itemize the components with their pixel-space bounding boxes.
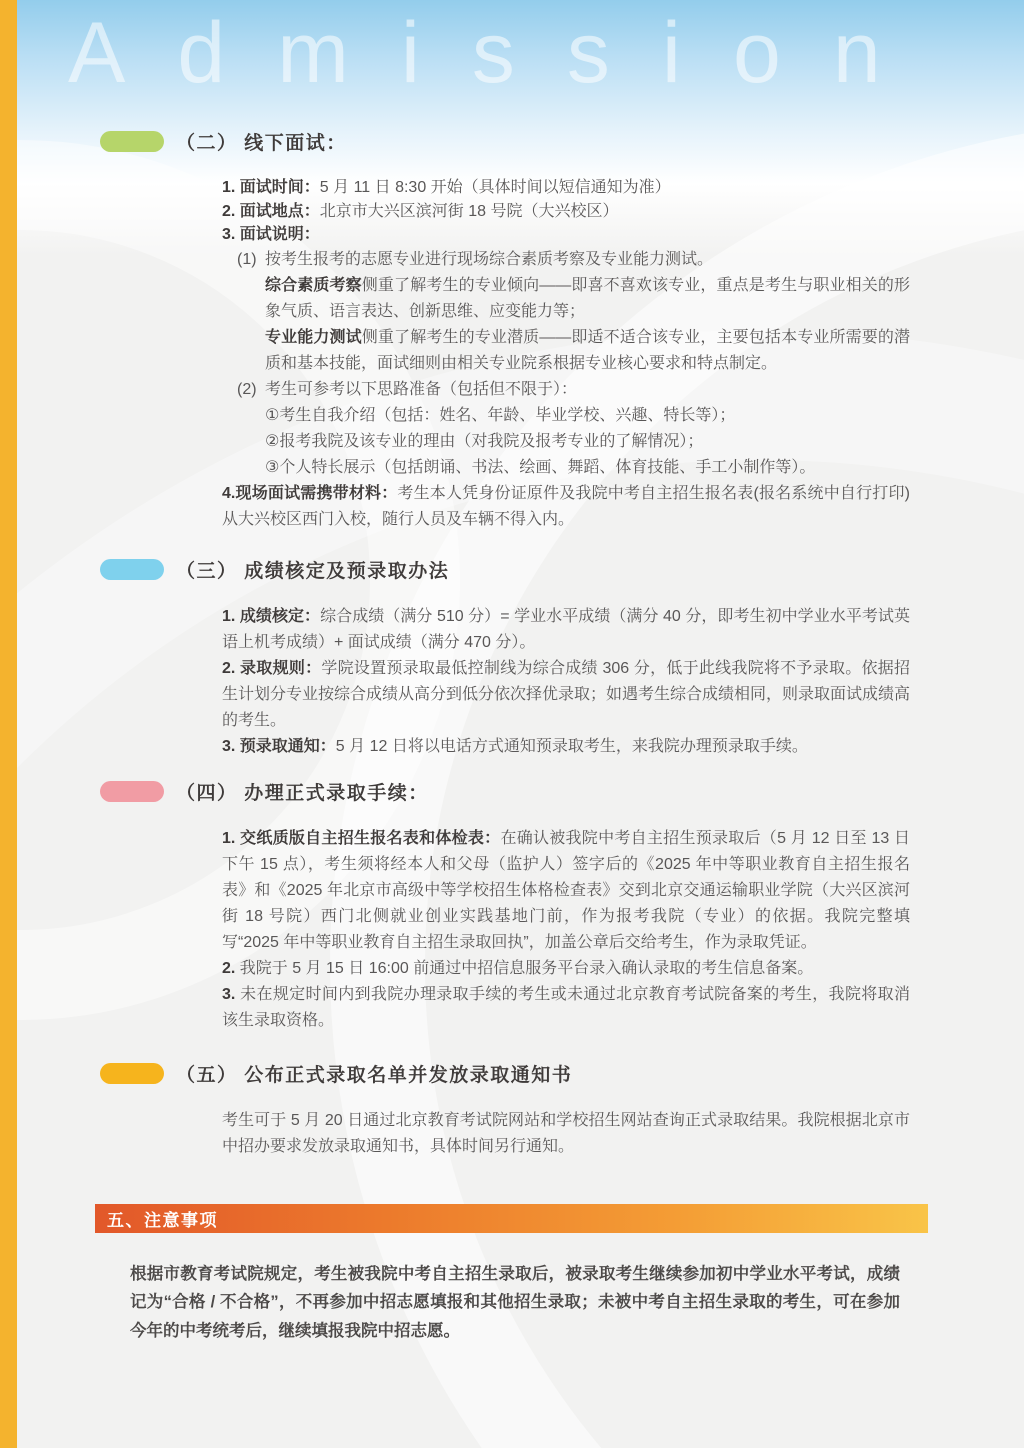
section-body — [222, 604, 910, 760]
interview-note-2: (2) 考生可参考以下思路准备（包括但不限于）： — [237, 380, 578, 398]
score-rule-item: 1. 成绩核定：综合成绩（满分 510 分）= 学业水平成绩（满分 40 分，即考生初中学业水平考试英语上机考成绩）+ 面试成绩（满分 470 分）。 — [222, 608, 910, 651]
section-offline-interview — [100, 128, 912, 533]
platform-record-item: 2. 我院于 5 月 15 日 16:00 前通过中招信息服务平台录入确认录取的考生信息备案。 — [222, 960, 814, 977]
left-accent-stripe — [0, 0, 17, 1448]
interview-place-item: 2. 面试地点：北京市大兴区滨河街 18 号院（大兴校区） — [222, 202, 619, 220]
section-pill-blue — [100, 559, 164, 580]
admission-rule-item: 2. 录取规则：学院设置预录取最低控制线为综合成绩 306 分，低于此线我院将不予录取。依据招生计划分专业按综合成绩从高分到低分依次择优录取；如遇考生综合成绩相同，则录取面试成绩高的考生。 — [222, 660, 911, 729]
disqualification-item: 3. 未在规定时间内到我院办理录取手续的考生或未通过北京教育考试院备案的考生，我院将取消该生录取资格。 — [222, 986, 910, 1029]
section-header — [100, 778, 912, 805]
interview-notes-item: 3. 面试说明： — [222, 226, 320, 243]
section-formal-admission — [100, 778, 912, 1034]
notice-banner — [95, 1204, 928, 1233]
interview-note-1: (1) 按考生报考的志愿专业进行现场综合素质考察及专业能力测试。 — [237, 250, 714, 268]
section-title: （四） 办理正式录取手续： — [176, 783, 429, 804]
section-header — [100, 128, 912, 155]
interview-time-item: 1. 面试时间：5 月 11 日 8:30 开始（具体时间以短信通知为准） — [222, 179, 671, 196]
ability-test-detail: 专业能力测试侧重了解考生的专业潜质——即适不适合该专业，主要包括本专业所需要的潜质和基本技能，面试细则由相关专业院系根据专业核心要求和特点制定。 — [265, 328, 910, 372]
section-title: （三） 成绩核定及预录取办法 — [176, 561, 450, 582]
notice-title: 五、注意事项 — [107, 1211, 218, 1230]
results-query-paragraph: 考生可于 5 月 20 日通过北京教育考试院网站和学校招生网站查询正式录取结果。我院根据北京市中招办要求发放录取通知书，具体时间另行通知。 — [222, 1112, 910, 1155]
section-pill-green — [100, 131, 164, 152]
prep-list-item: ②报考我院及该专业的理由（对我院及报考专业的了解情况）； — [265, 432, 704, 450]
admission-watermark-text: Admission — [68, 5, 933, 101]
paper-form-item: 1. 交纸质版自主招生报名表和体检表：在确认被我院中考自主招生预录取后（5 月 12 日至 13 日下午 15 点），考生须将经本人和父母（监护人）签字后的《2025 年中等职业教育自主招生报名表》和《2025 年北京市高级中等学校招生体格检查表》交到北京交通运输职业学院（大兴区滨河街 18 号院）西门北侧就业创业实践基地门前，作为报考我院（专业）的依据。我院完整填写“2025 年中等职业教育自主招生录取回执”，加盖公章后交给考生，作为录取凭证。 — [222, 830, 910, 951]
notice-paragraph: 根据市教育考试院规定，考生被我院中考自主招生录取后，被录取考生继续参加初中学业水平考试，成绩记为“合格 / 不合格”，不再参加中招志愿填报和其他招生录取；未被中考自主招生录取的考生，可在参加今年的中考统考后，继续填报我院中招志愿。 — [130, 1264, 900, 1340]
quality-assessment-detail: 综合素质考察侧重了解考生的专业倾向——即喜不喜欢该专业，重点是考生与职业相关的形象气质、语言表达、创新思维、应变能力等； — [265, 276, 910, 320]
section-title: （五） 公布正式录取名单并发放录取通知书 — [176, 1065, 573, 1086]
section-pill-yellow — [100, 1063, 164, 1084]
preadmission-notice-item: 3. 预录取通知：5 月 12 日将以电话方式通知预录取考生，来我院办理预录取手续。 — [222, 738, 808, 755]
prep-list-item: ③个人特长展示（包括朗诵、书法、绘画、舞蹈、体育技能、手工小制作等）。 — [265, 458, 816, 476]
prep-list-item: ①考生自我介绍（包括：姓名、年龄、毕业学校、兴趣、特长等）； — [265, 406, 736, 424]
section-body — [222, 826, 910, 1034]
section-header — [100, 1060, 912, 1087]
section-body — [222, 176, 910, 533]
section-header — [100, 556, 912, 583]
section-publish-results — [100, 1060, 912, 1160]
section-score-preadmission — [100, 556, 912, 760]
section-title: （二） 线下面试： — [176, 133, 347, 154]
materials-required-note: 4.现场面试需携带材料：考生本人凭身份证原件及我院中考自主招生报名表(报名系统中自行打印)从大兴校区西门入校，随行人员及车辆不得入内。 — [222, 484, 910, 528]
section-body — [222, 1108, 910, 1160]
section-pill-pink — [100, 781, 164, 802]
